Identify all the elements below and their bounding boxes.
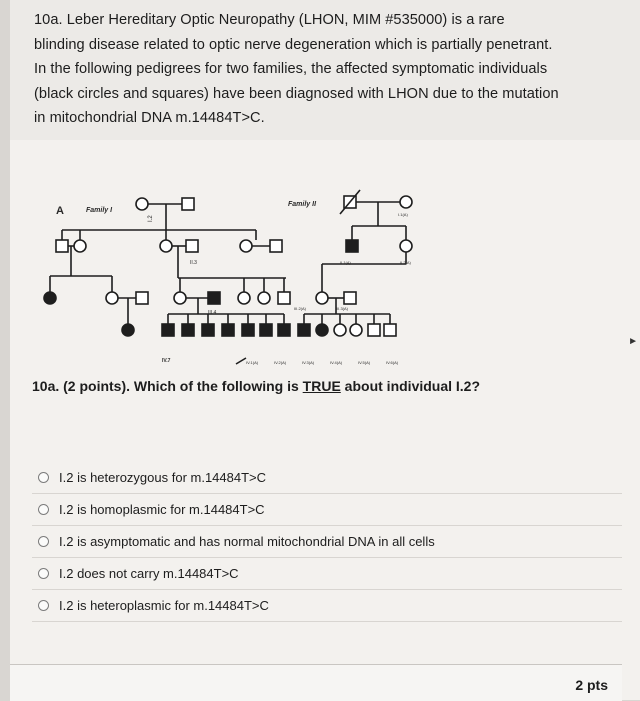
subquestion-emph: TRUE	[302, 378, 341, 394]
answer-option-5[interactable]	[32, 590, 622, 622]
family1-letter: A	[56, 205, 64, 217]
f2-I2-female	[400, 196, 412, 208]
label-f2-III3: III.3(A)	[336, 306, 349, 311]
radio-button[interactable]	[38, 504, 49, 515]
label-f2-IV1: IV.1(A)	[246, 360, 259, 365]
answer-option-label: I.2 is homoplasmic for m.14484T>C	[59, 502, 265, 517]
f2-III2-female	[316, 292, 328, 304]
label-f2-IV2: IV.2(A)	[274, 360, 287, 365]
f1-IV4-affected	[202, 324, 214, 336]
f1-III3-female	[174, 292, 186, 304]
f1-IV7-affected	[260, 324, 272, 336]
f1-II3-female	[160, 240, 172, 252]
question-line: (black circles and squares) have been diagnosed with LHON due to the mutation	[34, 85, 559, 102]
radio-button[interactable]	[38, 568, 49, 579]
f1-III2-female	[106, 292, 118, 304]
radio-button[interactable]	[38, 536, 49, 547]
question-paper	[10, 0, 640, 700]
f1-IV5-affected	[222, 324, 234, 336]
answer-option-label: I.2 is heteroplasmic for m.14484T>C	[59, 598, 269, 613]
f1-I1-female	[136, 198, 148, 210]
question-text	[34, 8, 614, 131]
radio-button[interactable]	[38, 472, 49, 483]
f1-II3-spouse	[186, 240, 198, 252]
f1-II2-female	[74, 240, 86, 252]
label-f2-III2: III.2(A)	[294, 306, 307, 311]
f2-IV3-female	[334, 324, 346, 336]
family2-label: Family II	[288, 201, 317, 208]
f1-III7-male	[278, 292, 290, 304]
f2-IV5-male	[368, 324, 380, 336]
label-f2-IV6: IV.6(A)	[386, 360, 399, 365]
subquestion	[32, 378, 622, 394]
f1-III2-spouse	[136, 292, 148, 304]
f2-IV4-female	[350, 324, 362, 336]
question-line: blinding disease related to optic nerve degeneration which is partially penetrant.	[34, 36, 553, 53]
f1-III1-affected	[44, 292, 56, 304]
f2-II1-affected	[346, 240, 358, 252]
label-IV7: IV.7	[162, 358, 171, 364]
edge-arrow-icon: ►	[628, 336, 638, 347]
answer-option-label: I.2 does not carry m.14484T>C	[59, 566, 239, 581]
f1-IV2-affected	[162, 324, 174, 336]
question-line: in mitochondrial DNA m.14484T>C.	[34, 110, 265, 126]
label-f2-IV4: IV.4(A)	[330, 360, 343, 365]
f2-IV1-affected	[298, 324, 310, 336]
answer-option-label: I.2 is asymptomatic and has normal mitochondrial DNA in all cells	[59, 534, 435, 549]
f1-II1-male	[56, 240, 68, 252]
family1-label: Family I	[86, 207, 113, 214]
f1-III6-female	[258, 292, 270, 304]
subquestion-suffix: about individual I.2?	[340, 378, 481, 394]
f1-III5-female	[238, 292, 250, 304]
f1-IV3-affected	[182, 324, 194, 336]
pedigree-figure	[40, 184, 420, 366]
f1-III4-affected	[208, 292, 220, 304]
answer-option-1[interactable]	[32, 462, 622, 494]
f2-II2-female	[400, 240, 412, 252]
f1-II5-female	[240, 240, 252, 252]
radio-button[interactable]	[38, 600, 49, 611]
label-f2-II2: II.2(A)	[400, 260, 411, 265]
points-bar	[10, 664, 622, 701]
f2-III3-male	[344, 292, 356, 304]
f1-I2-male	[182, 198, 194, 210]
answer-option-2[interactable]	[32, 494, 622, 526]
points-label: 2 pts	[575, 677, 608, 693]
answer-option-4[interactable]	[32, 558, 622, 590]
f1-IV8-affected	[278, 324, 290, 336]
f2-IV2-affected	[316, 324, 328, 336]
question-line: In the following pedigrees for two families, the affected symptomatic individuals	[34, 61, 548, 77]
f2-IV6-male	[384, 324, 396, 336]
f1-IV1-affected	[122, 324, 134, 336]
label-f2-IV3: IV.3(A)	[302, 360, 315, 365]
label-f2-I1: I.1(A)	[398, 212, 408, 217]
answer-option-3[interactable]	[32, 526, 622, 558]
f1-II5-spouse	[270, 240, 282, 252]
answer-options	[32, 462, 622, 622]
label-f2-IV5: IV.5(A)	[358, 360, 371, 365]
label-III4: III.4	[208, 310, 217, 316]
subquestion-prefix: 10a. (2 points). Which of the following is	[32, 378, 303, 394]
f1-IV6-affected	[242, 324, 254, 336]
label-I2: I.2	[148, 215, 154, 222]
question-line: 10a. Leber Hereditary Optic Neuropathy (LHON, MIM #535000) is a rare	[34, 12, 505, 28]
answer-option-label: I.2 is heterozygous for m.14484T>C	[59, 470, 267, 485]
label-f2-II1: II.1(A)	[340, 260, 351, 265]
label-II3: II.3	[190, 260, 197, 266]
